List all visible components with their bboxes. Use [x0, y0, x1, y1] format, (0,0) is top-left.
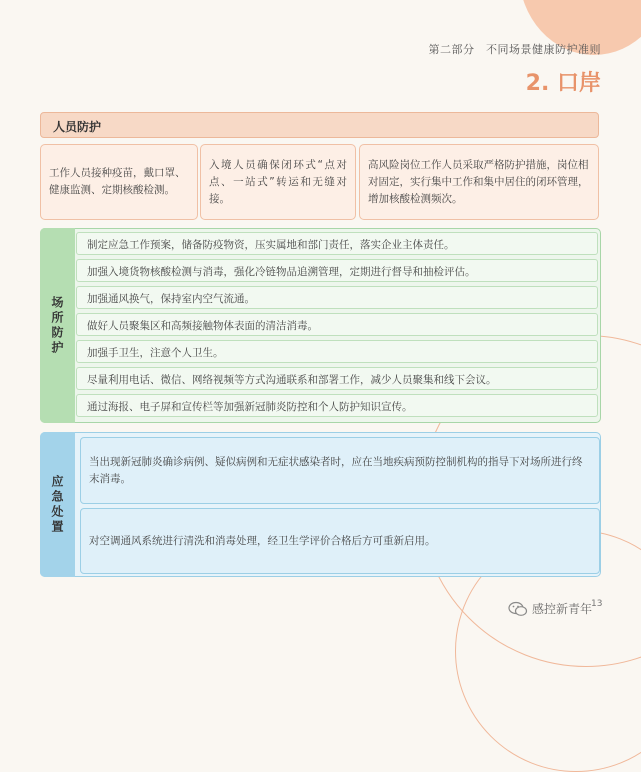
watermark-text: 感控新青年 — [532, 602, 593, 616]
emergency-side — [40, 432, 75, 577]
watermark — [508, 600, 592, 617]
venue-item: 通过海报、电子屏和宣传栏等加强新冠肺炎防控和个人防护知识宣传。 — [76, 394, 598, 417]
emergency-label: 应急处置 — [50, 474, 64, 535]
venue-item: 加强手卫生，注意个人卫生。 — [76, 340, 598, 363]
venue-item: 尽量利用电话、微信、网络视频等方式沟通联系和部署工作，减少人员聚集和线下会议。 — [76, 367, 598, 390]
personnel-card — [359, 144, 599, 220]
section-title: 第二部分 不同场景健康防护准则 — [428, 43, 601, 56]
page-heading: 2. 口岸 — [525, 71, 601, 96]
personnel-card-text: 工作人员接种疫苗，戴口罩、健康监测、定期核酸检测。 — [49, 167, 186, 196]
wechat-icon — [508, 601, 528, 617]
emergency-item-text: 对空调通风系统进行清洗和消毒处理，经卫生学评价合格后方可重新启用。 — [89, 534, 436, 547]
venue-item: 制定应急工作预案，储备防疫物资，压实属地和部门责任，落实企业主体责任。 — [76, 232, 598, 255]
personnel-card-text: 入境人员确保闭环式“点对点、一站式”转运和无缝对接。 — [209, 158, 347, 205]
emergency-item-text: 当出现新冠肺炎确诊病例、疑似病例和无症状感染者时，应在当地疾病预防控制机构的指导下对场所进行终末消毒。 — [89, 455, 583, 485]
personnel-card-text: 高风险岗位工作人员采取严格防护措施，岗位相对固定，实行集中工作和集中居住的闭环管理，增加核酸检测频次。 — [368, 158, 589, 205]
personnel-protection-header — [40, 112, 599, 138]
personnel-card — [200, 144, 356, 220]
venue-protection-label: 场所防护 — [50, 295, 64, 356]
emergency-item — [80, 508, 600, 574]
personnel-card — [40, 144, 198, 220]
venue-protection-list — [76, 232, 598, 421]
venue-item: 做好人员聚集区和高频接触物体表面的清洁消毒。 — [76, 313, 598, 336]
emergency-item — [80, 437, 600, 504]
venue-item: 加强入境货物核酸检测与消毒，强化冷链物品追溯管理，定期进行督导和抽检评估。 — [76, 259, 598, 282]
personnel-protection-label: 人员防护 — [53, 120, 102, 134]
venue-protection-side — [40, 228, 75, 423]
page-number: 13 — [591, 599, 603, 609]
venue-item: 加强通风换气，保持室内空气流通。 — [76, 286, 598, 309]
